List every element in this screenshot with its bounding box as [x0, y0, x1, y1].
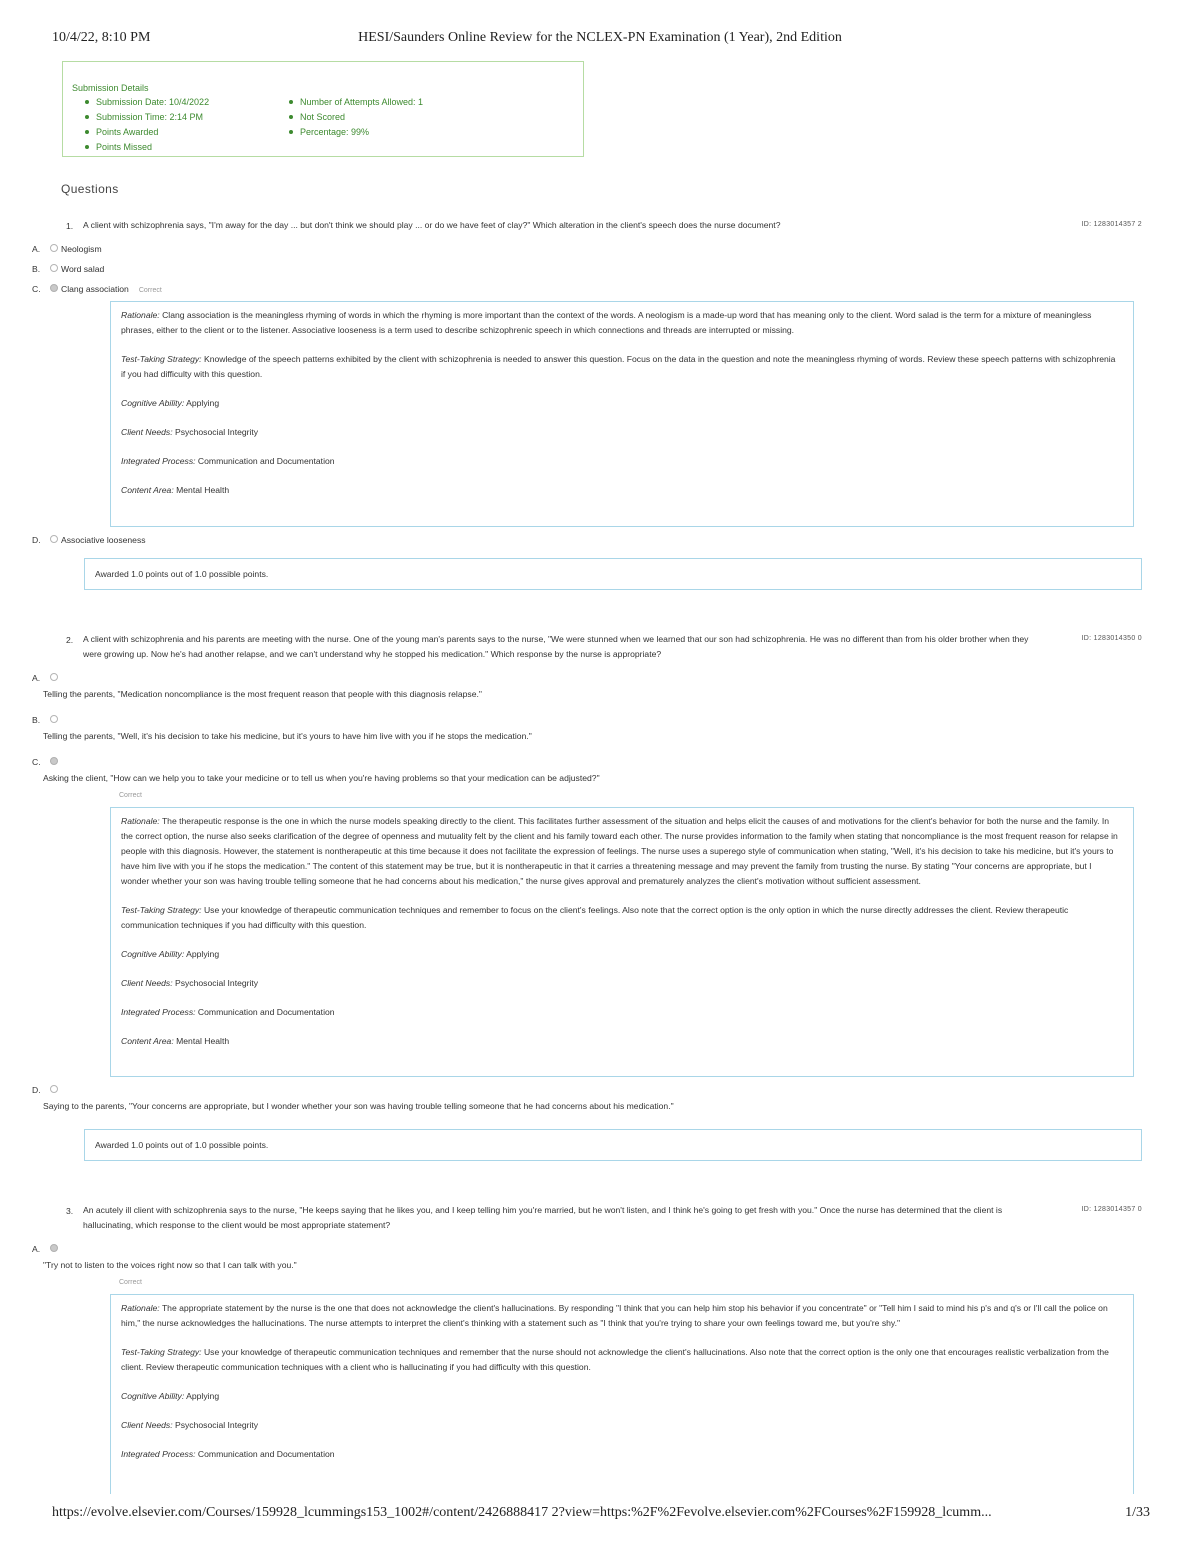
- test-taking-strategy: [121, 1345, 1121, 1375]
- question-text: A client with schizophrenia and his parents are meeting with the nurse. One of the young man's parents says to the nurse, "We were stunned when we learned that our son had schizophrenia. He was no different than from his older brother when they were growing up. Now he's had another relapse, and we can't understand why he stopped his medication." Which response by the nurse is appropriate?: [83, 634, 1029, 659]
- cognitive-text: Applying: [186, 949, 220, 959]
- radio-button-selected[interactable]: [50, 757, 58, 765]
- needs-text: Psychosocial Integrity: [174, 978, 259, 988]
- question-number: 1.: [66, 221, 74, 231]
- process-label: Integrated Process:: [121, 456, 196, 466]
- q2-awarded-box: Awarded 1.0 points out of 1.0 possible points.: [84, 1129, 1142, 1161]
- print-url[interactable]: https://evolve.elsevier.com/Courses/159928_lcummings153_1002#/content/2426888417 2?view=https:%2F%2Fevolve.elsevier.com%2FCourses%2F159928_lcumm...: [52, 1505, 992, 1520]
- cognitive-label: Cognitive Ability:: [121, 949, 185, 959]
- rationale: [121, 814, 1121, 889]
- content-label: Content Area:: [121, 1036, 174, 1046]
- cognitive-ability: [121, 396, 1121, 411]
- strategy-text: Knowledge of the speech patterns exhibited by the client with schizophrenia is needed to answer this question. Focus on the data in the question and note the meaningless rhyming of words. Review these speech patterns with schizophrenia if you had difficulty with this question.: [121, 354, 1116, 379]
- option-text: Telling the parents, "Medication noncompliance is the most frequent reason that people with this diagnosis relapse.": [43, 689, 482, 699]
- points-missed: Points Missed: [85, 140, 209, 155]
- question-text: An acutely ill client with schizophrenia says to the nurse, "He keeps saying that he likes you, and I keep telling him you're married, but he won't listen, and I think he's going to get fresh with you." Once the nurse has determined that the client is hallucinating, which response to the client would be most appropriate statement?: [83, 1205, 1003, 1230]
- cognitive-text: Applying: [186, 1391, 220, 1401]
- integrated-process: [121, 454, 1121, 469]
- question-number: 3.: [66, 1206, 74, 1216]
- q2-correct-label: Correct: [119, 792, 142, 799]
- question-id: ID: 1283014357 2: [1081, 221, 1142, 228]
- client-needs: [121, 425, 1121, 440]
- content-text: Mental Health: [176, 1036, 230, 1046]
- option-letter: B.: [32, 264, 41, 274]
- question-number: 2.: [66, 635, 74, 645]
- radio-button[interactable]: [50, 673, 58, 681]
- submission-list-right: [289, 95, 423, 140]
- cognitive-text: Applying: [186, 398, 220, 408]
- rationale-label: Rationale:: [121, 816, 160, 826]
- points-awarded: Points Awarded: [85, 125, 209, 140]
- integrated-process: [121, 1005, 1121, 1020]
- submission-time: Submission Time: 2:14 PM: [85, 110, 209, 125]
- client-needs: [121, 976, 1121, 991]
- option-text: Saying to the parents, "Your concerns are appropriate, but I wonder whether your son was having trouble telling someone that he had concerns about his medication.": [43, 1101, 674, 1111]
- page-number: 1/33: [1125, 1505, 1150, 1520]
- content-label: Content Area:: [121, 485, 174, 495]
- q2-rationale-box: [110, 807, 1134, 1077]
- radio-button[interactable]: [50, 264, 58, 272]
- rationale-text: The therapeutic response is the one in which the nurse models speaking directly to the client. This facilitates further assessment of the situation and helps elicit the causes of and motivations for the client's behavior for both the nurse and the family. In the correct option, the nurse also seeks clarification of the degree of openness and mutuality felt by the client and his family toward each other. The nurse provides information to the family when stating that noncompliance is the most frequent reason for relapse in people with this diagnosis. However, the statement is nontherapeutic at this time because it does not facilitate the expression of feelings. The nurse uses a superego style of communication when stating, "Well, it's his decision to take his medicine, but it's yours to have him live with you if he stops the medication." The content of this statement may be true, but it is nontherapeutic in that it carries a threatening message and may prevent the family from trusting the nurse. By stating "Your concerns are appropriate, but I wonder whether your son was having trouble telling someone that he had concerns about his medication," the nurse gives approval and prematurely analyzes the client's motivation without sufficient assessment.: [121, 816, 1118, 886]
- cognitive-ability: [121, 1389, 1121, 1404]
- q3-correct-label: Correct: [119, 1279, 142, 1286]
- cognitive-ability: [121, 947, 1121, 962]
- test-taking-strategy: [121, 352, 1121, 382]
- not-scored: Not Scored: [289, 110, 423, 125]
- q1-rationale-box: [110, 301, 1134, 527]
- strategy-text: Use your knowledge of therapeutic communication techniques and remember that the nurse should not acknowledge the client's hallucinations. Also note that the correct option is the only one that encourages realistic verbalization from the client. Review therapeutic communication techniques with a client who is hallucinating if you had difficulty with this question.: [121, 1347, 1109, 1372]
- attempts-allowed: Number of Attempts Allowed: 1: [289, 95, 423, 110]
- print-datetime: 10/4/22, 8:10 PM: [52, 30, 151, 45]
- process-text: Communication and Documentation: [197, 1007, 335, 1017]
- needs-label: Client Needs:: [121, 427, 173, 437]
- q1-awarded-box: Awarded 1.0 points out of 1.0 possible points.: [84, 558, 1142, 590]
- question-id: ID: 1283014350 0: [1081, 635, 1142, 642]
- test-taking-strategy: [121, 903, 1121, 933]
- option-letter: C.: [32, 757, 41, 767]
- correct-label: Correct: [138, 287, 162, 294]
- submission-list-left: [85, 95, 209, 155]
- option-letter: C.: [32, 284, 41, 294]
- needs-text: Psychosocial Integrity: [174, 1420, 259, 1430]
- process-text: Communication and Documentation: [197, 456, 335, 466]
- radio-button[interactable]: [50, 535, 58, 543]
- questions-heading: Questions: [61, 182, 119, 196]
- process-label: Integrated Process:: [121, 1449, 196, 1459]
- option-letter: A.: [32, 673, 41, 683]
- strategy-text: Use your knowledge of therapeutic communication techniques and remember to focus on the client's feelings. Also note that the correct option is the only option in which the nurse directly addresses the client. Review therapeutic communication techniques if you had difficulty with this question.: [121, 905, 1069, 930]
- radio-button[interactable]: [50, 1085, 58, 1093]
- radio-button[interactable]: [50, 244, 58, 252]
- rationale-text: Clang association is the meaningless rhyming of words in which the rhyming is more important than the context of the words. A neologism is a made-up word that has meaning only to the client. Word salad is the term for a mixture of meaningless phrases, either to the client or to the listener. Associative looseness is a term used to describe schizophrenic speech in which connections and threads are interrupted or missing.: [121, 310, 1092, 335]
- strategy-label: Test-Taking Strategy:: [121, 905, 202, 915]
- option-text: "Try not to listen to the voices right now so that I can talk with you.": [43, 1260, 297, 1270]
- rationale-label: Rationale:: [121, 310, 160, 320]
- option-text: Clang association: [61, 284, 129, 294]
- content-text: Mental Health: [176, 485, 230, 495]
- rationale: [121, 308, 1121, 338]
- strategy-label: Test-Taking Strategy:: [121, 1347, 202, 1357]
- option-text: Word salad: [61, 264, 105, 274]
- content-area: [121, 1034, 1121, 1049]
- needs-label: Client Needs:: [121, 978, 173, 988]
- submission-date: Submission Date: 10/4/2022: [85, 95, 209, 110]
- question-id: ID: 1283014357 0: [1081, 1206, 1142, 1213]
- option-letter: A.: [32, 244, 41, 254]
- option-letter: D.: [32, 535, 41, 545]
- cognitive-label: Cognitive Ability:: [121, 1391, 185, 1401]
- question-text: A client with schizophrenia says, "I'm away for the day ... but don't think we should play ... or do we have feet of clay?" Which alteration in the client's speech does the nurse document?: [83, 220, 781, 230]
- process-label: Integrated Process:: [121, 1007, 196, 1017]
- option-text: Associative looseness: [61, 535, 146, 545]
- integrated-process: [121, 1447, 1121, 1462]
- print-title: HESI/Saunders Online Review for the NCLEX-PN Examination (1 Year), 2nd Edition: [358, 30, 842, 45]
- option-text: Asking the client, "How can we help you to take your medicine or to tell us when you're having problems so that your medication can be adjusted?": [43, 773, 600, 783]
- content-area: [121, 483, 1121, 498]
- radio-button[interactable]: [50, 715, 58, 723]
- process-text: Communication and Documentation: [197, 1449, 335, 1459]
- client-needs: [121, 1418, 1121, 1433]
- option-letter: B.: [32, 715, 41, 725]
- option-text: Telling the parents, "Well, it's his decision to take his medicine, but it's yours to have him live with you if he stops the medication.": [43, 731, 532, 741]
- rationale-text: The appropriate statement by the nurse is the one that does not acknowledge the client's hallucinations. By responding "I think that you can help him stop his behavior if you concentrate" or "Tell him I said to mind his p's and q's or I'll call the police on him," the nurse acknowledges the hallucinations. The nurse attempts to interpret the client's thinking with a statement such as "I think that you're trying to share your own feelings toward me, but you're shy.": [121, 1303, 1108, 1328]
- needs-label: Client Needs:: [121, 1420, 173, 1430]
- submission-heading: Submission Details: [72, 83, 149, 93]
- cognitive-label: Cognitive Ability:: [121, 398, 185, 408]
- print-footer: [0, 1505, 1200, 1525]
- radio-button-selected[interactable]: [50, 1244, 58, 1252]
- option-letter: A.: [32, 1244, 41, 1254]
- option-text: Neologism: [61, 244, 102, 254]
- rationale: [121, 1301, 1121, 1331]
- percentage: Percentage: 99%: [289, 125, 423, 140]
- q3-rationale-box: [110, 1294, 1134, 1494]
- strategy-label: Test-Taking Strategy:: [121, 354, 202, 364]
- rationale-label: Rationale:: [121, 1303, 160, 1313]
- submission-details-box: [62, 61, 584, 157]
- needs-text: Psychosocial Integrity: [174, 427, 259, 437]
- radio-button-selected[interactable]: [50, 284, 58, 292]
- print-header: [0, 30, 1200, 50]
- option-letter: D.: [32, 1085, 41, 1095]
